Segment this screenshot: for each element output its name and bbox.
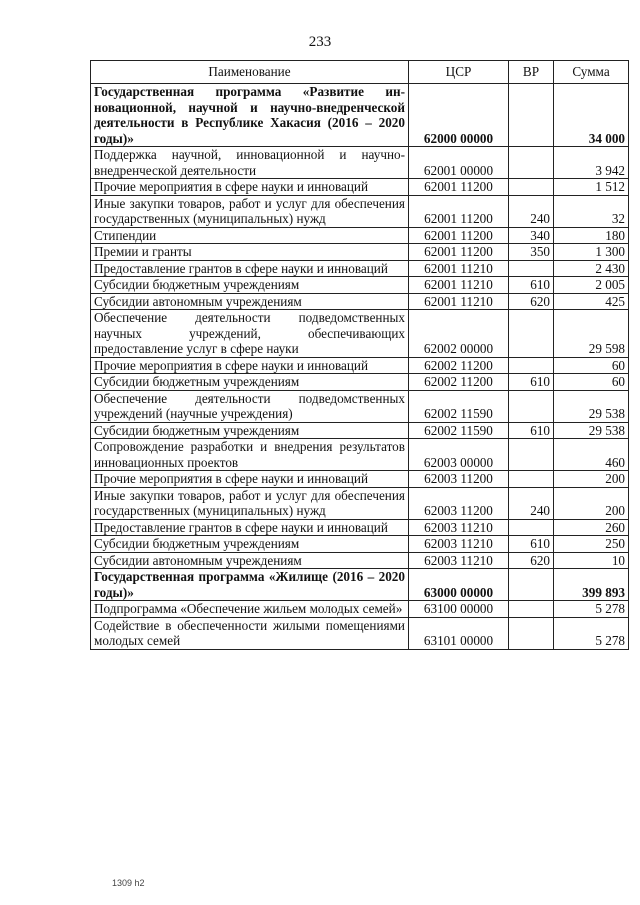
cell-sum: 250 (554, 536, 629, 553)
cell-vr (509, 471, 554, 488)
cell-name: Поддержка научной, инновационной и научно-внедренческой деятельности (91, 147, 409, 179)
cell-sum: 200 (554, 471, 629, 488)
cell-csr: 63100 00000 (409, 601, 509, 618)
cell-name: Сопровождение разработки и внедрения результатов инновационных проектов (91, 439, 409, 471)
cell-sum: 60 (554, 357, 629, 374)
cell-csr: 62003 11200 (409, 471, 509, 488)
cell-vr (509, 84, 554, 147)
table-row (91, 519, 629, 536)
cell-csr: 62001 11210 (409, 293, 509, 310)
table-row (91, 552, 629, 569)
cell-name: Иные закупки товаров, работ и услуг для обеспечения государственных (муниципальных) нужд (91, 487, 409, 519)
cell-csr: 62003 11200 (409, 487, 509, 519)
cell-csr: 62002 11590 (409, 422, 509, 439)
cell-name: Прочие мероприятия в сфере науки и инноваций (91, 471, 409, 488)
page-number: 233 (308, 34, 332, 50)
cell-csr: 62003 00000 (409, 439, 509, 471)
cell-csr: 62001 11210 (409, 277, 509, 294)
cell-csr: 62001 11200 (409, 244, 509, 261)
header-name: Паименование (91, 61, 409, 84)
cell-sum: 425 (554, 293, 629, 310)
cell-sum: 260 (554, 519, 629, 536)
cell-vr (509, 439, 554, 471)
cell-csr: 62001 00000 (409, 147, 509, 179)
table-row (91, 487, 629, 519)
cell-csr: 62001 11200 (409, 195, 509, 227)
cell-vr: 610 (509, 277, 554, 294)
table-row (91, 147, 629, 179)
cell-sum: 180 (554, 227, 629, 244)
cell-name: Прочие мероприятия в сфере науки и инноваций (91, 179, 409, 196)
cell-csr: 62002 11590 (409, 390, 509, 422)
table-row (91, 227, 629, 244)
cell-name: Подпрограмма «Обеспечение жильем молодых семей» (91, 601, 409, 618)
cell-sum: 34 000 (554, 84, 629, 147)
table-row (91, 439, 629, 471)
cell-name: Субсидии бюджетным учреждениям (91, 277, 409, 294)
cell-sum: 2 430 (554, 260, 629, 277)
cell-vr (509, 260, 554, 277)
cell-name: Обеспечение деятельности подведомственных научных учреждений, обеспечивающих предоставление услуг в сфере науки (91, 310, 409, 358)
cell-sum: 2 005 (554, 277, 629, 294)
cell-csr: 62001 11200 (409, 179, 509, 196)
cell-vr (509, 569, 554, 601)
cell-name: Субсидии автономным учреждениям (91, 552, 409, 569)
cell-name: Государственная программа «Жилище (2016 – 2020 годы)» (91, 569, 409, 601)
cell-sum: 5 278 (554, 601, 629, 618)
cell-name: Субсидии бюджетным учреждениям (91, 374, 409, 391)
cell-csr: 63000 00000 (409, 569, 509, 601)
cell-name: Содействие в обеспеченности жилыми помещениями молодых семей (91, 617, 409, 649)
table-row (91, 422, 629, 439)
cell-sum: 399 893 (554, 569, 629, 601)
cell-vr: 610 (509, 422, 554, 439)
cell-csr: 62002 00000 (409, 310, 509, 358)
cell-sum: 3 942 (554, 147, 629, 179)
table-row (91, 179, 629, 196)
cell-sum: 60 (554, 374, 629, 391)
cell-name: Иные закупки товаров, работ и услуг для обеспечения государственных (муниципальных) нужд (91, 195, 409, 227)
table-row (91, 357, 629, 374)
cell-csr: 62001 11210 (409, 260, 509, 277)
budget-table (90, 60, 629, 650)
cell-vr (509, 390, 554, 422)
cell-csr: 62003 11210 (409, 536, 509, 553)
table-row (91, 569, 629, 601)
cell-csr: 63101 00000 (409, 617, 509, 649)
cell-vr: 340 (509, 227, 554, 244)
cell-name: Стипендии (91, 227, 409, 244)
cell-vr (509, 519, 554, 536)
table-row (91, 293, 629, 310)
cell-name: Предоставление грантов в сфере науки и инноваций (91, 260, 409, 277)
cell-vr (509, 310, 554, 358)
table-row (91, 260, 629, 277)
table-row (91, 195, 629, 227)
cell-sum: 29 538 (554, 422, 629, 439)
table-row (91, 244, 629, 261)
cell-vr (509, 147, 554, 179)
header-csr: ЦСР (409, 61, 509, 84)
cell-vr (509, 179, 554, 196)
cell-vr: 240 (509, 195, 554, 227)
cell-csr: 62002 11200 (409, 357, 509, 374)
cell-csr: 62001 11200 (409, 227, 509, 244)
cell-name: Обеспечение деятельности подведомственных учреждений (научные учреждения) (91, 390, 409, 422)
table-row (91, 471, 629, 488)
cell-name: Государственная программа «Развитие инновационной, научной и научно-внедренческой деятельности в Республике Хакасия (2016 – 2020 годы)» (91, 84, 409, 147)
cell-vr: 610 (509, 536, 554, 553)
cell-vr: 240 (509, 487, 554, 519)
table-row (91, 536, 629, 553)
cell-vr: 620 (509, 293, 554, 310)
cell-name: Субсидии автономным учреждениям (91, 293, 409, 310)
cell-name: Субсидии бюджетным учреждениям (91, 422, 409, 439)
cell-sum: 460 (554, 439, 629, 471)
header-vr: ВР (509, 61, 554, 84)
cell-vr: 620 (509, 552, 554, 569)
table-row (91, 84, 629, 147)
cell-name: Премии и гранты (91, 244, 409, 261)
cell-name: Предоставление грантов в сфере науки и инноваций (91, 519, 409, 536)
cell-name: Прочие мероприятия в сфере науки и инноваций (91, 357, 409, 374)
table-row (91, 374, 629, 391)
header-sum: Сумма (554, 61, 629, 84)
table-row (91, 601, 629, 618)
cell-vr (509, 617, 554, 649)
cell-sum: 29 538 (554, 390, 629, 422)
cell-sum: 10 (554, 552, 629, 569)
cell-sum: 29 598 (554, 310, 629, 358)
cell-csr: 62003 11210 (409, 519, 509, 536)
cell-vr (509, 601, 554, 618)
cell-sum: 5 278 (554, 617, 629, 649)
cell-sum: 200 (554, 487, 629, 519)
cell-vr: 610 (509, 374, 554, 391)
cell-vr (509, 357, 554, 374)
cell-sum: 1 300 (554, 244, 629, 261)
table-row (91, 310, 629, 358)
cell-csr: 62002 11200 (409, 374, 509, 391)
cell-csr: 62003 11210 (409, 552, 509, 569)
table-header-row (91, 61, 629, 84)
cell-sum: 1 512 (554, 179, 629, 196)
cell-sum: 32 (554, 195, 629, 227)
table-row (91, 390, 629, 422)
table-row (91, 277, 629, 294)
footer-code: 1309 h2 (112, 878, 145, 888)
cell-csr: 62000 00000 (409, 84, 509, 147)
cell-vr: 350 (509, 244, 554, 261)
table-body (91, 84, 629, 650)
table-row (91, 617, 629, 649)
cell-name: Субсидии бюджетным учреждениям (91, 536, 409, 553)
